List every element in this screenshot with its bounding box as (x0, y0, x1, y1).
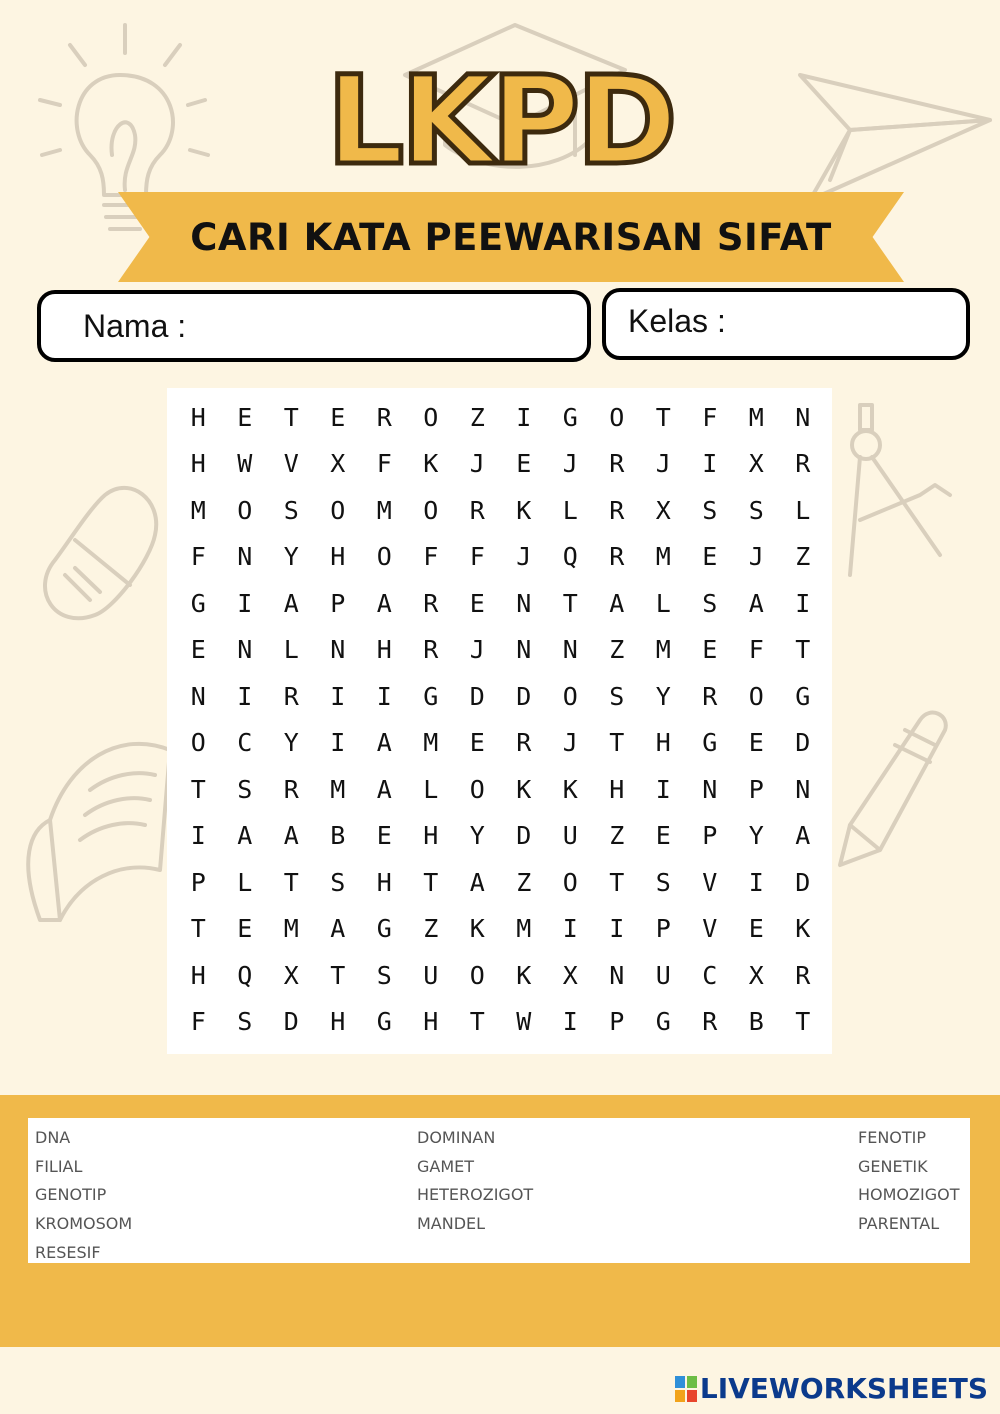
grid-letter[interactable]: I (330, 728, 346, 758)
grid-letter[interactable]: A (795, 821, 811, 851)
grid-letter[interactable]: M (423, 728, 439, 758)
grid-letter[interactable]: O (330, 495, 346, 525)
grid-letter[interactable]: N (562, 635, 578, 665)
grid-letter[interactable]: V (702, 867, 718, 897)
grid-letter[interactable]: V (283, 449, 299, 479)
grid-letter[interactable]: X (283, 960, 299, 990)
eraser-icon (35, 480, 170, 630)
grid-letter[interactable]: H (330, 1007, 346, 1037)
grid-letter[interactable]: Y (655, 681, 671, 711)
grid-letter[interactable]: B (330, 821, 346, 851)
name-label: Nama : (83, 307, 187, 344)
grid-letter[interactable]: L (423, 774, 439, 804)
grid-letter[interactable]: X (330, 449, 346, 479)
grid-letter[interactable]: X (748, 960, 764, 990)
grid-letter[interactable]: Z (609, 821, 625, 851)
grid-letter[interactable]: B (748, 1007, 764, 1037)
grid-letter[interactable]: I (562, 1007, 578, 1037)
grid-letter[interactable]: X (655, 495, 671, 525)
grid-letter[interactable]: O (190, 728, 206, 758)
word-column-3 (858, 1127, 959, 1242)
grid-letter[interactable]: J (469, 449, 485, 479)
grid-letter[interactable]: A (283, 588, 299, 618)
grid-letter[interactable]: I (655, 774, 671, 804)
class-field[interactable] (602, 288, 970, 360)
word-item: RESESIF (35, 1242, 101, 1262)
grid-letter[interactable]: I (702, 449, 718, 479)
grid-letter[interactable]: D (516, 681, 532, 711)
grid-letter[interactable]: Y (283, 542, 299, 572)
grid-letter[interactable]: E (702, 542, 718, 572)
grid-letter[interactable]: I (748, 867, 764, 897)
grid-letter[interactable]: H (330, 542, 346, 572)
open-book-icon (10, 720, 185, 930)
grid-letter[interactable]: G (795, 681, 811, 711)
grid-letter[interactable]: F (376, 449, 392, 479)
grid-letter[interactable]: I (609, 914, 625, 944)
grid-letter[interactable]: V (702, 914, 718, 944)
grid-letter[interactable]: J (748, 542, 764, 572)
grid-letter[interactable]: T (609, 728, 625, 758)
grid-letter[interactable]: R (609, 449, 625, 479)
word-item: GENOTIP (35, 1185, 107, 1205)
grid-letter[interactable]: N (516, 635, 532, 665)
grid-letter[interactable]: H (423, 1007, 439, 1037)
grid-letter[interactable]: R (609, 495, 625, 525)
grid-letter[interactable]: J (562, 728, 578, 758)
grid-letter[interactable]: C (237, 728, 253, 758)
grid-letter[interactable]: A (376, 774, 392, 804)
grid-letter[interactable]: M (376, 495, 392, 525)
grid-letter[interactable]: T (469, 1007, 485, 1037)
logo-square (687, 1376, 697, 1388)
grid-letter[interactable]: A (376, 728, 392, 758)
grid-letter[interactable]: I (237, 681, 253, 711)
grid-letter[interactable]: J (516, 542, 532, 572)
grid-letter[interactable]: T (795, 635, 811, 665)
grid-letter[interactable]: S (702, 495, 718, 525)
grid-letter[interactable]: R (702, 1007, 718, 1037)
class-label: Kelas : (628, 302, 726, 339)
grid-letter[interactable]: O (748, 681, 764, 711)
grid-letter[interactable]: R (423, 635, 439, 665)
grid-letter[interactable]: T (609, 867, 625, 897)
grid-letter[interactable]: T (562, 588, 578, 618)
grid-letter[interactable]: S (376, 960, 392, 990)
grid-letter[interactable]: U (423, 960, 439, 990)
grid-letter[interactable]: O (562, 681, 578, 711)
grid-letter[interactable]: K (795, 914, 811, 944)
grid-letter[interactable]: J (469, 635, 485, 665)
letter-grid (175, 394, 826, 1045)
grid-letter[interactable]: X (748, 449, 764, 479)
grid-letter[interactable]: N (609, 960, 625, 990)
word-item: GAMET (417, 1156, 475, 1176)
grid-letter[interactable]: H (609, 774, 625, 804)
grid-letter[interactable]: K (516, 960, 532, 990)
grid-letter[interactable]: H (190, 402, 206, 432)
grid-letter[interactable]: S (609, 681, 625, 711)
grid-letter[interactable]: E (655, 821, 671, 851)
grid-letter[interactable]: K (469, 914, 485, 944)
grid-letter[interactable]: O (237, 495, 253, 525)
grid-letter[interactable]: I (562, 914, 578, 944)
grid-letter[interactable]: N (190, 681, 206, 711)
grid-letter[interactable]: S (655, 867, 671, 897)
grid-letter[interactable]: H (190, 449, 206, 479)
liveworksheets-brand[interactable] (675, 1372, 988, 1405)
grid-letter[interactable]: E (190, 635, 206, 665)
grid-letter[interactable]: H (423, 821, 439, 851)
grid-letter[interactable]: Z (609, 635, 625, 665)
grid-letter[interactable]: O (469, 774, 485, 804)
grid-letter[interactable]: T (423, 867, 439, 897)
grid-letter[interactable]: X (562, 960, 578, 990)
grid-letter[interactable]: D (795, 867, 811, 897)
grid-letter[interactable]: R (795, 449, 811, 479)
grid-letter[interactable]: L (283, 635, 299, 665)
grid-letter[interactable]: E (330, 402, 346, 432)
grid-letter[interactable]: A (469, 867, 485, 897)
compass-icon (840, 395, 970, 590)
grid-letter[interactable]: I (376, 681, 392, 711)
grid-letter[interactable]: R (423, 588, 439, 618)
grid-letter[interactable]: N (237, 542, 253, 572)
grid-letter[interactable]: Y (469, 821, 485, 851)
grid-letter[interactable]: M (655, 542, 671, 572)
grid-letter[interactable]: R (283, 681, 299, 711)
grid-letter[interactable]: H (376, 635, 392, 665)
grid-letter[interactable]: C (702, 960, 718, 990)
grid-letter[interactable]: L (655, 588, 671, 618)
grid-letter[interactable]: H (655, 728, 671, 758)
grid-letter[interactable]: E (469, 728, 485, 758)
grid-letter[interactable]: Y (283, 728, 299, 758)
grid-letter[interactable]: G (376, 1007, 392, 1037)
word-item: DNA (35, 1128, 71, 1147)
grid-letter[interactable]: U (562, 821, 578, 851)
grid-letter[interactable]: Y (748, 821, 764, 851)
grid-letter[interactable]: E (469, 588, 485, 618)
grid-letter[interactable]: S (748, 495, 764, 525)
grid-letter[interactable]: F (469, 542, 485, 572)
grid-letter[interactable]: D (283, 1007, 299, 1037)
grid-letter[interactable]: N (330, 635, 346, 665)
grid-letter[interactable]: E (516, 449, 532, 479)
grid-letter[interactable]: J (562, 449, 578, 479)
liveworksheets-logo-icon (675, 1376, 697, 1402)
grid-letter[interactable]: O (376, 542, 392, 572)
grid-letter[interactable]: L (237, 867, 253, 897)
grid-letter[interactable]: E (702, 635, 718, 665)
grid-letter[interactable]: I (237, 588, 253, 618)
grid-letter[interactable]: T (330, 960, 346, 990)
grid-letter[interactable]: T (283, 867, 299, 897)
word-item: GENETIK (858, 1156, 928, 1176)
grid-letter[interactable]: O (562, 867, 578, 897)
grid-letter[interactable]: S (237, 774, 253, 804)
grid-letter[interactable]: Z (795, 542, 811, 572)
grid-letter[interactable]: R (609, 542, 625, 572)
grid-letter[interactable]: A (748, 588, 764, 618)
grid-letter[interactable]: P (748, 774, 764, 804)
grid-letter[interactable]: G (423, 681, 439, 711)
grid-letter[interactable]: R (795, 960, 811, 990)
grid-letter[interactable]: Q (562, 542, 578, 572)
grid-letter[interactable]: S (283, 495, 299, 525)
grid-letter[interactable]: G (562, 402, 578, 432)
word-item: DOMINAN (417, 1128, 496, 1147)
grid-letter[interactable]: F (748, 635, 764, 665)
grid-letter[interactable]: M (283, 914, 299, 944)
grid-letter[interactable]: O (609, 402, 625, 432)
word-item: MANDEL (417, 1214, 486, 1234)
grid-letter[interactable]: E (748, 728, 764, 758)
grid-letter[interactable]: F (190, 1007, 206, 1037)
grid-letter[interactable]: M (190, 495, 206, 525)
grid-letter[interactable]: T (655, 402, 671, 432)
grid-letter[interactable]: Z (469, 402, 485, 432)
grid-letter[interactable]: Z (423, 914, 439, 944)
grid-letter[interactable]: I (516, 402, 532, 432)
grid-letter[interactable]: D (795, 728, 811, 758)
logo-square (687, 1390, 697, 1402)
grid-letter[interactable]: E (748, 914, 764, 944)
word-item: KROMOSOM (35, 1214, 133, 1234)
grid-letter[interactable]: Z (516, 867, 532, 897)
word-item: HETEROZIGOT (417, 1185, 534, 1205)
brand-text: LIVEWORKSHEETS (699, 1372, 988, 1405)
grid-letter[interactable]: F (423, 542, 439, 572)
grid-letter[interactable]: R (283, 774, 299, 804)
grid-letter[interactable]: P (655, 914, 671, 944)
grid-letter[interactable]: K (562, 774, 578, 804)
word-item: HOMOZIGOT (858, 1185, 960, 1205)
grid-letter[interactable]: N (795, 774, 811, 804)
grid-letter[interactable]: T (190, 774, 206, 804)
grid-letter[interactable]: S (330, 867, 346, 897)
grid-letter[interactable]: S (237, 1007, 253, 1037)
grid-letter[interactable]: G (702, 728, 718, 758)
grid-letter[interactable]: M (655, 635, 671, 665)
grid-letter[interactable]: N (516, 588, 532, 618)
grid-letter[interactable]: A (376, 588, 392, 618)
grid-letter[interactable]: H (190, 960, 206, 990)
grid-letter[interactable]: H (376, 867, 392, 897)
grid-letter[interactable]: N (237, 635, 253, 665)
banner-subtitle: CARI KATA PEEWARISAN SIFAT (190, 215, 832, 259)
grid-letter[interactable]: F (190, 542, 206, 572)
grid-letter[interactable]: W (237, 449, 253, 479)
grid-letter[interactable]: A (283, 821, 299, 851)
grid-letter[interactable]: D (516, 821, 532, 851)
grid-letter[interactable]: T (283, 402, 299, 432)
logo-square (675, 1390, 685, 1402)
grid-letter[interactable]: E (237, 402, 253, 432)
word-column-2 (417, 1127, 533, 1242)
grid-letter[interactable]: G (190, 588, 206, 618)
grid-letter[interactable]: Q (237, 960, 253, 990)
grid-letter[interactable]: P (330, 588, 346, 618)
word-search-grid (167, 388, 832, 1054)
logo-square (675, 1376, 685, 1388)
grid-letter[interactable]: E (376, 821, 392, 851)
grid-letter[interactable]: M (516, 914, 532, 944)
grid-letter[interactable]: K (516, 774, 532, 804)
grid-letter[interactable]: A (609, 588, 625, 618)
grid-letter[interactable]: K (423, 449, 439, 479)
grid-letter[interactable]: N (702, 774, 718, 804)
grid-letter[interactable]: F (702, 402, 718, 432)
grid-letter[interactable]: G (655, 1007, 671, 1037)
grid-letter[interactable]: O (423, 495, 439, 525)
word-item: FILIAL (35, 1156, 83, 1176)
pencil-icon (820, 700, 955, 875)
grid-letter[interactable]: I (190, 821, 206, 851)
grid-letter[interactable]: M (748, 402, 764, 432)
grid-letter[interactable]: G (376, 914, 392, 944)
grid-letter[interactable]: A (330, 914, 346, 944)
grid-letter[interactable]: I (330, 681, 346, 711)
grid-letter[interactable]: E (237, 914, 253, 944)
grid-letter[interactable]: R (702, 681, 718, 711)
word-item: PARENTAL (858, 1214, 940, 1234)
word-item: FENOTIP (858, 1128, 927, 1147)
grid-letter[interactable]: L (795, 495, 811, 525)
grid-letter[interactable]: J (655, 449, 671, 479)
grid-letter[interactable]: L (562, 495, 578, 525)
grid-letter[interactable]: R (469, 495, 485, 525)
grid-letter[interactable]: U (655, 960, 671, 990)
word-column-1 (35, 1127, 132, 1270)
grid-letter[interactable]: T (190, 914, 206, 944)
grid-letter[interactable]: K (516, 495, 532, 525)
grid-letter[interactable]: R (516, 728, 532, 758)
grid-letter[interactable]: P (702, 821, 718, 851)
grid-letter[interactable]: R (376, 402, 392, 432)
page-title: LKPD (326, 50, 674, 192)
grid-letter[interactable]: O (469, 960, 485, 990)
grid-letter[interactable]: O (423, 402, 439, 432)
grid-letter[interactable]: I (795, 588, 811, 618)
name-field[interactable] (37, 290, 591, 362)
grid-letter[interactable]: S (702, 588, 718, 618)
grid-letter[interactable]: P (190, 867, 206, 897)
grid-letter[interactable]: P (609, 1007, 625, 1037)
grid-letter[interactable]: D (469, 681, 485, 711)
grid-letter[interactable]: N (795, 402, 811, 432)
grid-letter[interactable]: W (516, 1007, 532, 1037)
grid-letter[interactable]: M (330, 774, 346, 804)
grid-letter[interactable]: T (795, 1007, 811, 1037)
word-list (28, 1118, 970, 1263)
grid-letter[interactable]: A (237, 821, 253, 851)
